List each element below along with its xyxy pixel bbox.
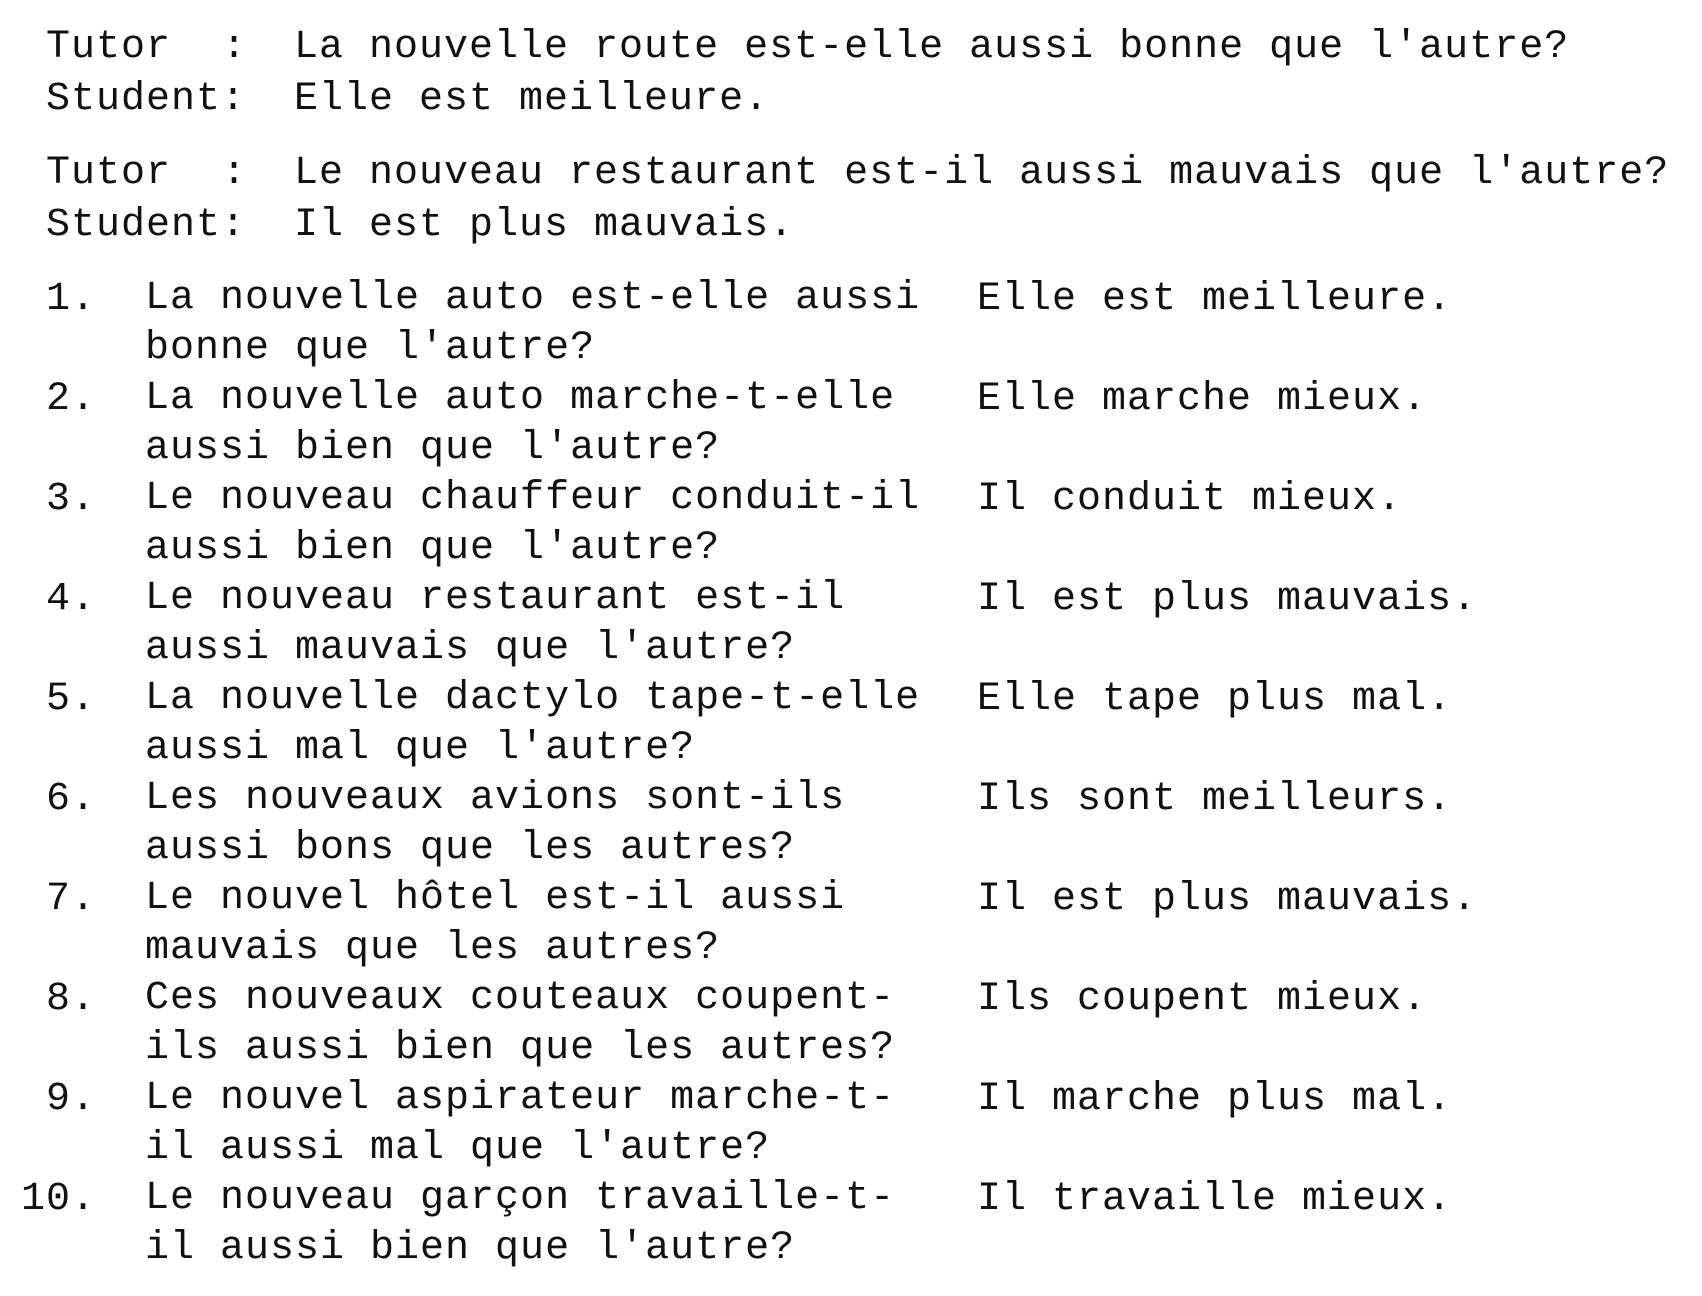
- drill-item: [0, 674, 1702, 774]
- item-number: 7.: [45, 877, 96, 922]
- drill-item: [0, 774, 1702, 874]
- item-question: Ces nouveaux couteaux coupent- ils aussi bien que les autres?: [145, 976, 896, 1071]
- drill-item: [0, 374, 1702, 474]
- item-number: 10.: [20, 1177, 96, 1222]
- student-response: Il est plus mauvais.: [294, 203, 795, 248]
- item-answer: Ils sont meilleurs.: [977, 777, 1453, 822]
- item-number: 2.: [45, 377, 96, 422]
- speaker-colon: :: [222, 25, 248, 70]
- student-response: Elle est meilleure.: [294, 77, 770, 122]
- drill-list: [0, 274, 1702, 1274]
- student-label: Student:: [46, 203, 247, 248]
- drill-item: [0, 274, 1702, 374]
- item-number: 9.: [45, 1077, 96, 1122]
- item-number: 6.: [45, 777, 96, 822]
- item-answer: Il travaille mieux.: [977, 1177, 1453, 1222]
- item-question: Le nouveau restaurant est-il aussi mauvais que l'autre?: [145, 576, 846, 671]
- student-label: Student:: [46, 77, 247, 122]
- tutor-label: Tutor: [46, 25, 172, 70]
- drill-item: [0, 474, 1702, 574]
- item-question: Le nouvel hôtel est-il aussi mauvais que les autres?: [145, 876, 846, 971]
- tutor-prompt: Le nouveau restaurant est-il aussi mauvais que l'autre?: [294, 151, 1670, 196]
- item-question: La nouvelle dactylo tape-t-elle aussi mal que l'autre?: [145, 676, 921, 771]
- item-answer: Il est plus mauvais.: [977, 577, 1478, 622]
- item-answer: Ils coupent mieux.: [977, 977, 1428, 1022]
- item-answer: Elle est meilleure.: [977, 277, 1453, 322]
- item-question: Le nouveau chauffeur conduit-il aussi bien que l'autre?: [145, 476, 921, 571]
- drill-item: [0, 574, 1702, 674]
- item-answer: Il conduit mieux.: [977, 477, 1403, 522]
- drill-item: [0, 1074, 1702, 1174]
- item-question: Le nouveau garçon travaille-t- il aussi bien que l'autre?: [145, 1176, 896, 1271]
- item-answer: Elle marche mieux.: [977, 377, 1428, 422]
- drill-item: [0, 874, 1702, 974]
- item-answer: Il marche plus mal.: [977, 1077, 1453, 1122]
- speaker-colon: :: [222, 151, 248, 196]
- drill-item: [0, 974, 1702, 1074]
- tutor-prompt: La nouvelle route est-elle aussi bonne que l'autre?: [294, 25, 1570, 70]
- item-number: 3.: [45, 477, 96, 522]
- item-number: 8.: [45, 977, 96, 1022]
- item-number: 5.: [45, 677, 96, 722]
- item-answer: Elle tape plus mal.: [977, 677, 1453, 722]
- drill-item: [0, 1174, 1702, 1274]
- item-answer: Il est plus mauvais.: [977, 877, 1478, 922]
- item-question: La nouvelle auto est-elle aussi bonne que l'autre?: [145, 276, 921, 371]
- item-question: La nouvelle auto marche-t-elle aussi bien que l'autre?: [145, 376, 896, 471]
- tutor-label: Tutor: [46, 151, 172, 196]
- item-question: Le nouvel aspirateur marche-t- il aussi mal que l'autre?: [145, 1076, 896, 1171]
- item-question: Les nouveaux avions sont-ils aussi bons que les autres?: [145, 776, 846, 871]
- item-number: 1.: [45, 277, 96, 322]
- item-number: 4.: [45, 577, 96, 622]
